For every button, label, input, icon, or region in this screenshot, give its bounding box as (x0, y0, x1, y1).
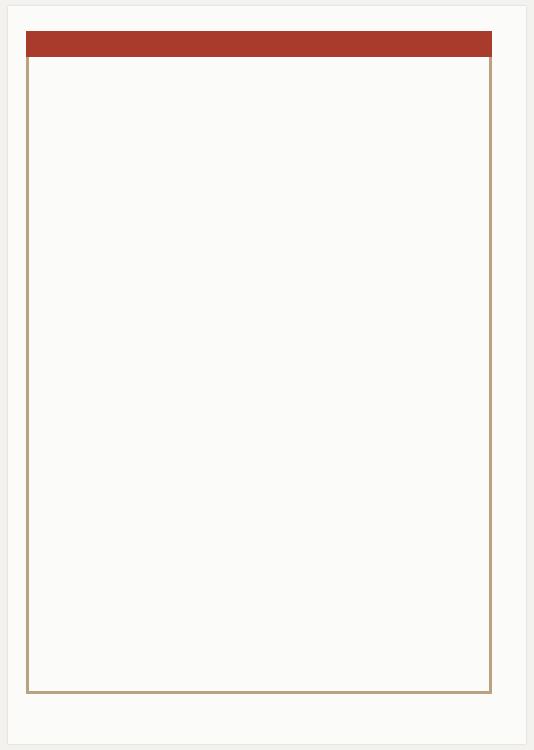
table-of-contents (92, 68, 444, 78)
page-title (26, 31, 492, 57)
content-frame (26, 31, 492, 694)
